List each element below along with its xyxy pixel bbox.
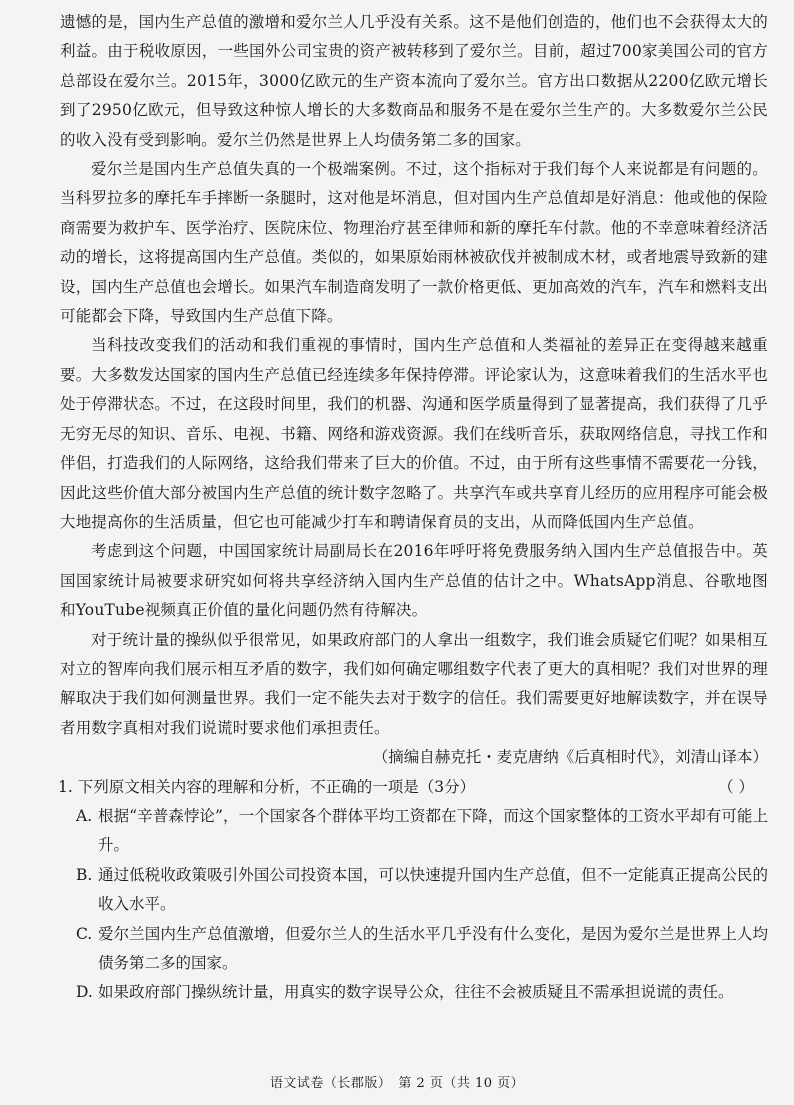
option-d <box>76 978 768 1007</box>
question-1 <box>60 773 768 1008</box>
option-a <box>76 802 768 861</box>
option-c <box>76 920 768 979</box>
option-text: 如果政府部门操纵统计量，用真实的数字误导公众，往往不会被质疑且不需承担说谎的责任。 <box>98 983 734 1002</box>
page-footer: 语文试卷（长郡版） 第 2 页（共 10 页） <box>269 1076 525 1091</box>
passage-paragraph: 考虑到这个问题，中国国家统计局副局长在2016年呼吁将免费服务纳入国内生产总值报告中。英国国家统计局被要求研究如何将共享经济纳入国内生产总值的估计之中。WhatsApp消息、谷歌地图和YouTube视频真正价值的量化问题仍然有待解决。 <box>60 542 768 620</box>
option-letter: A. <box>76 806 93 825</box>
option-text: 爱尔兰国内生产总值激增，但爱尔兰人的生活水平几乎没有什么变化，是因为爱尔兰是世界上人均债务第二多的国家。 <box>98 924 768 972</box>
question-stem-text: 1. 下列原文相关内容的理解和分析，不正确的一项是（3分） <box>58 777 476 796</box>
question-stem <box>58 773 768 802</box>
option-letter: B. <box>76 865 93 884</box>
passage-paragraph: 当科技改变我们的活动和我们重视的事情时，国内生产总值和人类福祉的差异正在变得越来越重要。大多数发达国家的国内生产总值已经连续多年保持停滞。评论家认为，这意味着我们的生活水平也处于停滞状态。不过，在这段时间里，我们的机器、沟通和医学质量得到了显著提高，我们获得了几乎无穷无尽的知识、音乐、电视、书籍、网络和游戏资源。我们在线听音乐，获取网络信息，寻找工作和伴侣，打造我们的人际网络，这给我们带来了巨大的价值。不过，由于所有这些事情不需要花一分钱，因此这些价值大部分被国内生产总值的统计数字忽略了。共享汽车或共享育儿经历的应用程序可能会极大地提高你的生活质量，但它也可能减少打车和聘请保育员的支出，从而降低国内生产总值。 <box>60 336 768 531</box>
passage-source: （摘编自赫克托・麦克唐纳《后真相时代》，刘清山译本） <box>372 748 768 767</box>
reading-passage <box>60 8 768 773</box>
option-text: 通过低税收政策吸引外国公司投资本国，可以快速提升国内生产总值，但不一定能真正提高公民的收入水平。 <box>98 865 768 914</box>
answer-blank: （ ） <box>718 777 754 796</box>
passage-paragraph: 对于统计量的操纵似乎很常见，如果政府部门的人拿出一组数字，我们谁会质疑它们呢？如果相互对立的智库向我们展示相互矛盾的数字，我们如何确定哪组数字代表了更大的真相呢？我们对世界的理解取决于我们如何测量世界。我们一定不能失去对于数字的信任。我们需要更好地解读数字，并在误导者用数字真相对我们说谎时要求他们承担责任。 <box>60 630 768 737</box>
option-letter: D. <box>76 983 93 1002</box>
option-b <box>76 861 768 920</box>
option-text: 根据“辛普森悖论”，一个国家各个群体平均工资都在下降，而这个国家整体的工资水平却有可能上升。 <box>98 806 768 855</box>
passage-paragraph: 爱尔兰是国内生产总值失真的一个极端案例。不过，这个指标对于我们每个人来说都是有问题的。当科罗拉多的摩托车手摔断一条腿时，这对他是坏消息，但对国内生产总值却是好消息：他或他的保险商需要为救护车、医学治疗、医院床位、物理治疗甚至律师和新的摩托车付款。他的不幸意味着经济活动的增长，这将提高国内生产总值。类似的，如果原始雨林被砍伐并被制成木材，或者地震导致新的建设，国内生产总值也会增长。如果汽车制造商发明了一款价格更低、更加高效的汽车，汽车和燃料支出可能都会下降，导致国内生产总值下降。 <box>60 160 768 326</box>
passage-paragraph: 遗憾的是，国内生产总值的激增和爱尔兰人几乎没有关系。这不是他们创造的，他们也不会获得太大的利益。由于税收原因，一些国外公司宝贵的资产被转移到了爱尔兰。目前，超过700家美国公司的官方总部设在爱尔兰。2015年，3000亿欧元的生产资本流向了爱尔兰。官方出口数据从2200亿欧元增长到了2950亿欧元，但导致这种惊人增长的大多数商品和服务不是在爱尔兰生产的。大多数爱尔兰公民的收入没有受到影响。爱尔兰仍然是世界上人均债务第二多的国家。 <box>60 13 768 149</box>
option-letter: C. <box>76 924 93 943</box>
